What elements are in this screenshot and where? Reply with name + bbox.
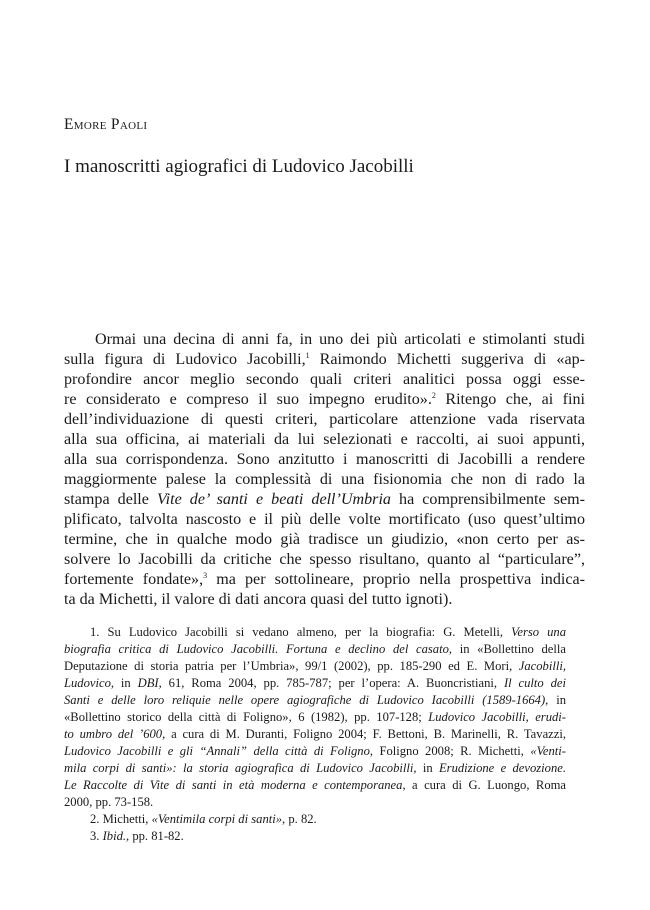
footnote-line: 2000, pp. 73-158. — [64, 795, 154, 809]
article-title: I manoscritti agiografici di Ludovico Jacobilli — [64, 156, 414, 177]
footnote-line: 2. Michetti, «Ventimila corpi di santi», p. 82. — [90, 812, 317, 826]
body-line: alla sua officina, ai materiali da lui selezionati e raccolti, ai suoi appunti, — [64, 431, 585, 448]
body-line: dell’individuazione di questi criteri, particolare attenzione vada riservata — [64, 411, 585, 428]
body-line: termine, che in qualche modo già tradisce un giudizio, «non certo per as- — [64, 531, 585, 548]
footnote-line: to umbro del ’600, a cura di M. Duranti, Foligno 2004; F. Bettoni, B. Marinelli, R. Tavazzi, — [64, 727, 566, 741]
author-name: Emore Paoli — [64, 116, 148, 133]
footnote-line: Ludovico Jacobilli e gli “Annali” della città di Foligno, Foligno 2008; R. Michetti, «Venti- — [64, 744, 566, 758]
body-line: sulla figura di Ludovico Jacobilli,$^1$ Raimondo Michetti suggeriva di «ap- — [64, 351, 585, 368]
footnote-line: biografia critica di Ludovico Jacobilli. Fortuna e declino del casato, in «Bollettino della — [64, 642, 566, 656]
footnote-line: Santi e delle loro reliquie nelle opere agiografiche di Ludovico Iacobilli (1589-1664), in — [64, 693, 566, 707]
body-line: plificato, talvolta nascosto e il più delle volte mortificato (uso quest’ultimo — [64, 511, 585, 528]
body-line: solvere lo Jacobilli da critiche che spesso risultano, quanto al “particulare”, — [64, 551, 585, 568]
body-line: re considerato e compreso il suo impegno erudito».$^2$ Ritengo che, ai fini — [64, 391, 586, 408]
footnote-line: Ludovico, in DBI, 61, Roma 2004, pp. 785-787; per l’opera: A. Buoncristiani, Il culto dei — [64, 676, 566, 690]
footnote-ref[interactable]: 2 — [431, 391, 436, 400]
footnote-line: «Bollettino storico della città di Foligno», 6 (1982), pp. 107-128; Ludovico Jacobilli, erudi- — [64, 710, 566, 724]
footnote-ref[interactable]: 1 — [305, 351, 310, 360]
footnote-ref[interactable]: 3 — [203, 571, 208, 580]
footnote-line: Deputazione di storia patria per l’Umbria», 99/1 (2002), pp. 185-290 ed E. Mori, Jacobilli, — [64, 659, 566, 673]
body-line: maggiormente palese la complessità di una fisionomia che non di rado la — [64, 471, 585, 488]
body-line: ta da Michetti, il valore di dati ancora quasi del tutto ignoti). — [64, 591, 453, 608]
footnote-line: 1. Su Ludovico Jacobilli si vedano almeno, per la biografia: G. Metelli, Verso una — [90, 625, 566, 639]
body-line: profondire ancor meglio secondo quali criteri analitici possa oggi esse- — [64, 371, 585, 388]
body-line: stampa delle Vite de’ santi e beati dell’Umbria ha comprensibilmente sem- — [64, 491, 585, 508]
body-line: alla sua corrispondenza. Sono anzitutto i manoscritti di Jacobilli a rendere — [64, 451, 585, 468]
footnote-line: mila corpi di santi»: la storia agiografica di Ludovico Jacobilli, in Erudizione e devozione. — [64, 761, 566, 775]
footnote-line: Le Raccolte di Vite di santi in età moderna e contemporanea, a cura di G. Luongo, Roma — [64, 778, 566, 792]
footnote-line: 3. Ibid., pp. 81-82. — [90, 829, 184, 843]
body-line: Ormai una decina di anni fa, in uno dei più articolati e stimolanti studi — [95, 331, 585, 348]
body-line: fortemente fondate»,$^3$ ma per sottolineare, proprio nella prospettiva indica- — [64, 571, 585, 588]
